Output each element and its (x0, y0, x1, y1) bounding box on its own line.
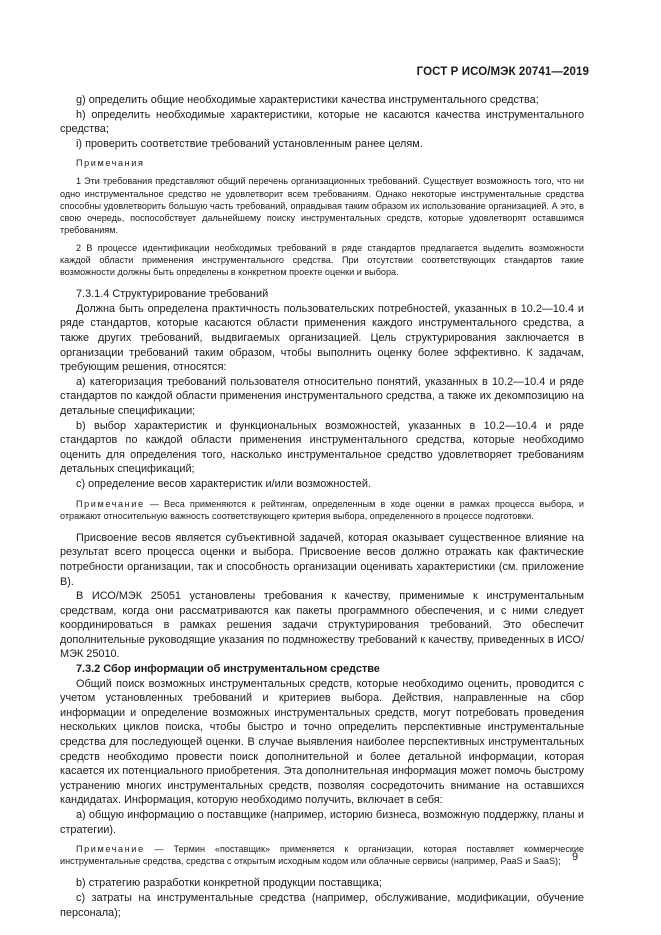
list-item-i: i) проверить соответствие требований установленным ранее целям. (76, 137, 423, 150)
paragraph-iso-25051: В ИСО/МЭК 25051 установлены требования к качеству, применимые к инструментальным средствам, когда они рассматриваются как пакеты программного обеспечения, и с ними следует координироваться в рамках решения задачи структурирования требований. Это обеспечит дополнительные руководящие указания по подмножеству требований к качеству, приведенных в ИСО/МЭК 25010. (60, 590, 584, 661)
list-item-b: b) выбор характеристик и функциональных возможностей, указанных в 10.2—10.4 и ряде стандартов по каждой области применения инструментального средства, которые необходимо оценить для определения того, насколько инструментальное средство удовлетворяет требованиям детальных спецификаций; (60, 419, 584, 476)
note-text: — Термин «поставщик» применяется к организации, которая поставляет коммерческие инструментальные средства, средства с открытым исходным кодом или облачные сервисы (например, PaaS и SaaS); (60, 844, 584, 867)
paragraph-weights: Присвоение весов является субъективной задачей, которая оказывает существенное влияние на результат всего процесса оценки и выбора. Присвоение весов должно отражать как фактические потребности организации, так и способность организации оценивать характеристики (см. приложение В). (60, 531, 584, 588)
list-item-h: h) определить необходимые характеристики, которые не касаются качества инструментального средства; (60, 108, 584, 136)
note-label: Примечание (76, 844, 145, 855)
list-item-a: a) категоризация требований пользователя относительно понятий, указанных в 10.2—10.4 и ряде стандартов по каждой области применения инструментального средства, а также их декомпозицию на детальные спецификации; (60, 375, 584, 417)
paragraph-structuring: Должна быть определена практичность пользовательских потребностей, указанных в 10.2—10.4 и ряде стандартов, которые касаются области применения каждого инструментального средства, а также других требований, выдвигаемых организацией. Цель структурирования заключается в организации требований таким образом, чтобы выполнить оценку более эффективно. К задачам, требующим решения, относятся: (60, 302, 584, 374)
note-text: — Веса применяются к рейтингам, определенным в ходе оценки в рамках процесса выбора, и отражают относительную важность соответствующего критерия выбора, определенного в процессе подготовки. (60, 498, 584, 521)
list-item-b-strategy: b) стратегию разработки конкретной продукции поставщика; (76, 877, 382, 890)
note-label: Примечание (76, 498, 145, 509)
notes-label: Примечания (76, 158, 145, 169)
list-item-c: c) определение весов характеристик и/или возможностей. (76, 477, 371, 490)
page-number: 9 (572, 851, 579, 863)
list-item-a-supplier: a) общую информацию о поставщике (например, историю бизнеса, возможную поддержку, планы и стратегии). (60, 809, 584, 836)
list-item-c-costs: c) затраты на инструментальные средства (например, обслуживание, модификации, обучение персонала); (60, 891, 584, 919)
section-heading-7-3-1-4: 7.3.1.4 Структурирование требований (76, 288, 269, 301)
note-2: 2 В процессе идентификации необходимых требований в ряде стандартов предлагается выделить возможности каждой области применения инструментального средства. При отсутствии соответствующих стандартов такие возможности должны быть определены в конкретном проекте оценки и выбора. (60, 242, 584, 278)
paragraph-search: Общий поиск возможных инструментальных средств, которые необходимо оценить, проводится с учетом установленных требований и критериев выбора. Действия, направленные на сбор информации и определение возможных инструментальных средств, могут потребовать проведения нескольких циклов поиска, чтобы быстро и точно определить перспективные инструментальные средства для последующей оценки. В случае выявления наиболее перспективных инструментальных средств необходимо провести поиск дополнительной и более детальной информации, которая касается их потенциального приобретения. Эта дополнительная информация может помочь быстрому устранению многих инструментальных средств, позволяя сосредоточить внимание на оставшихся кандидатах. Информация, которую необходимо получить, включает в себя: (60, 677, 584, 807)
list-item-g: g) определить общие необходимые характеристики качества инструментального средства; (76, 94, 539, 106)
note-supplier (60, 843, 584, 867)
section-heading-7-3-2: 7.3.2 Сбор информации об инструментальном средстве (76, 663, 380, 676)
page-content (60, 93, 584, 920)
document-header: ГОСТ Р ИСО/МЭК 20741—2019 (416, 66, 589, 78)
note-1: 1 Эти требования представляют общий перечень организационных требований. Существует возможность того, что ни одно инструментальное средство не удовлетворит всем требованиям. Однако некоторые инструментальные средства способны удовлетворить большую часть требований, оправдывая таким образом их использование организацией. А это, в свою очередь, поспособствует дальнейшему поиску инструментальных средств, которые удовлетворят оставшимся требованиям. (60, 176, 584, 235)
note-weights (60, 498, 584, 522)
